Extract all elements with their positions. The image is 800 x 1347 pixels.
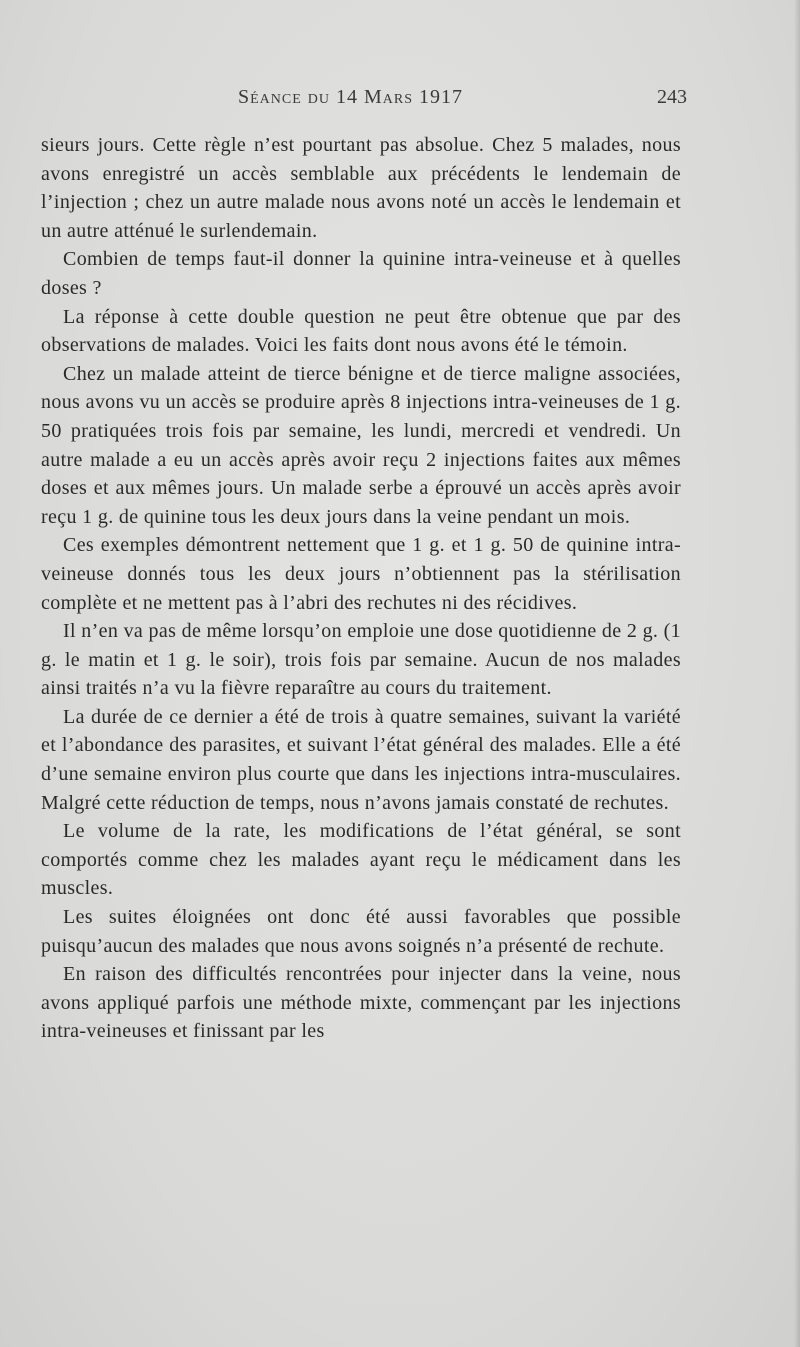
paragraph-9: Les suites éloignées ont donc été aussi favorables que possible puisqu’aucun des malades que nous avons soignés n’a présenté de rechute.	[41, 906, 681, 957]
running-title: Séance du 14 Mars 1917	[238, 86, 464, 108]
paragraph-2: Combien de temps faut-il donner la quinine intra-veineuse et à quelles doses ?	[41, 248, 681, 299]
body-text	[41, 131, 681, 1046]
paragraph-10: En raison des difficultés rencontrées pour injecter dans la veine, nous avons appliqué parfois une méthode mixte, commençant par les injections intra-veineuses et finissant par les	[41, 963, 681, 1043]
paragraph-7: La durée de ce dernier a été de trois à quatre semaines, suivant la variété et l’abondance des parasites, et suivant l’état général des malades. Elle a été d’une semaine environ plus courte que dans les injections intra-musculaires. Malgré cette réduction de temps, nous n’avons jamais constaté de rechutes.	[41, 705, 681, 814]
paragraph-8: Le volume de la rate, les modifications de l’état général, se sont comportés comme chez les malades ayant reçu le médicament dans les muscles.	[41, 820, 681, 900]
page-edge-shadow	[794, 0, 800, 1347]
paragraph-1: sieurs jours. Cette règle n’est pourtant pas absolue. Chez 5 malades, nous avons enregistré un accès semblable aux précédents le lendemain de l’injection ; chez un autre malade nous avons noté un accès le lendemain et un autre atténué le surlendemain.	[41, 134, 681, 242]
paragraph-3: La réponse à cette double question ne peut être obtenue que par des observations de malades. Voici les faits dont nous avons été le témoin.	[41, 305, 681, 357]
page-number: 243	[657, 86, 687, 108]
paragraph-4: Chez un malade atteint de tierce bénigne et de tierce maligne associées, nous avons vu un accès se produire après 8 injections intra-veineuses de 1 g. 50 pratiquées trois fois par semaine, les lundi, mercredi et vendredi. Un autre malade a eu un accès après avoir reçu 2 injections faites aux mêmes doses et aux mêmes jours. Un malade serbe a éprouvé un accès après avoir reçu 1 g. de quinine tous les deux jours dans la veine pendant un mois.	[41, 362, 681, 528]
running-header	[40, 80, 687, 120]
paragraph-5: Ces exemples démontrent nettement que 1 g. et 1 g. 50 de quinine intra-veineuse donnés tous les deux jours n’obtiennent pas la stérilisation complète et ne mettent pas à l’abri des rechutes ni des récidives.	[41, 534, 681, 614]
paragraph-6: Il n’en va pas de même lorsqu’on emploie une dose quotidienne de 2 g. (1 g. le matin et 1 g. le soir), trois fois par semaine. Aucun de nos malades ainsi traités n’a vu la fièvre reparaître au cours du traitement.	[41, 620, 681, 700]
